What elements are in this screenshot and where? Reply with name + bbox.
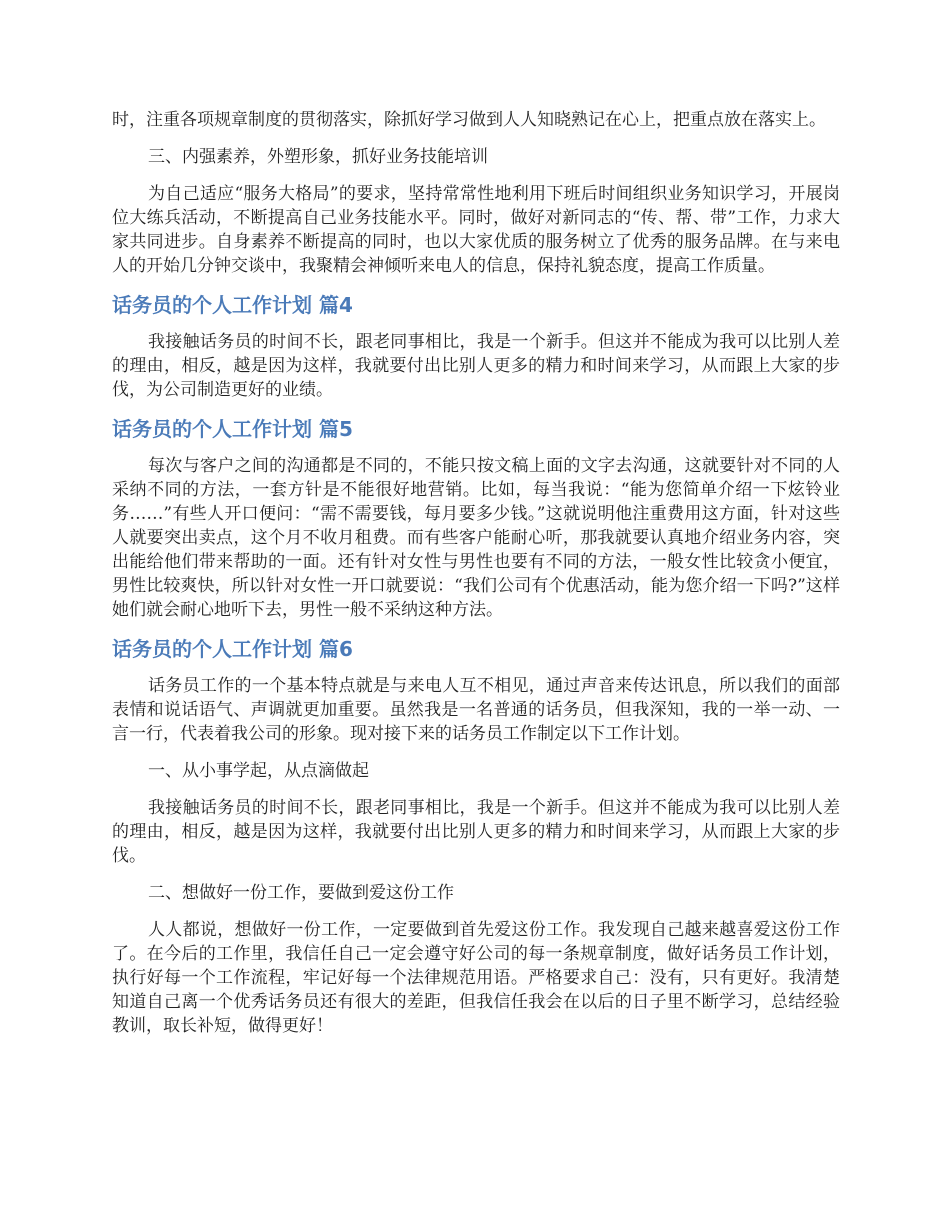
paragraph-continuation: 时，注重各项规章制度的贯彻落实，除抓好学习做到人人知晓熟记在心上，把重点放在落实上。	[112, 110, 826, 130]
section6-paragraph-newcomer: 我接触话务员的时间不长，跟老同事相比，我是一个新手。但这并不能成为我可以比别人差的理由，相反，越是因为这样，我就要付出比别人更多的精力和时间来学习，从而跟上大家的步伐。	[112, 798, 840, 866]
section6-subheading-two: 二、想做好一份工作，要做到爱这份工作	[148, 883, 454, 903]
section6-subheading-one: 一、从小事学起，从点滴做起	[148, 761, 369, 781]
section-heading-6: 话务员的个人工作计划 篇6	[112, 637, 353, 661]
subheading-three: 三、内强素养，外塑形象，抓好业务技能培训	[148, 147, 488, 167]
section6-paragraph-love-work: 人人都说，想做好一份工作，一定要做到首先爱这份工作。我发现自己越来越喜爱这份工作了。在今后的工作里，我信任自己一定会遵守好公司的每一条规章制度，做好话务员工作计划，执行好每一个工作流程，牢记好每一个法律规范用语。严格要求自己：没有，只有更好。我清楚知道自己离一个优秀话务员还有很大的差距，但我信任我会在以后的日子里不断学习，总结经验教训，取长补短，做得更好！	[112, 920, 840, 1036]
section5-paragraph: 每次与客户之间的沟通都是不同的，不能只按文稿上面的文字去沟通，这就要针对不同的人采纳不同的方法，一套方针是不能很好地营销。比如，每当我说：“能为您简单介绍一下炫铃业务……”有些人开口便问：“需不需要钱，每月要多少钱。”这就说明他注重费用这方面，针对这些人就要突出卖点，这个月不收月租费。而有些客户能耐心听，那我就要认真地介绍业务内容，突出能给他们带来帮助的一面。还有针对女性与男性也要有不同的方法，一般女性比较贪小便宜，男性比较爽快，所以针对女性一开口就要说：“我们公司有个优惠活动，能为您介绍一下吗?”这样她们就会耐心地听下去，男性一般不采纳这种方法。	[112, 456, 840, 620]
document-page	[112, 108, 840, 1051]
section4-paragraph: 我接触话务员的时间不长，跟老同事相比，我是一个新手。但这并不能成为我可以比别人差的理由，相反，越是因为这样，我就要付出比别人更多的精力和时间来学习，从而跟上大家的步伐，为公司制造更好的业绩。	[112, 332, 840, 400]
paragraph-service: 为自己适应“服务大格局”的要求，坚持常常性地利用下班后时间组织业务知识学习，开展岗位大练兵活动，不断提高自己业务技能水平。同时，做好对新同志的“传、帮、带”工作，力求大家共同进步。自身素养不断提高的同时，也以大家优质的服务树立了优秀的服务品牌。在与来电人的开始几分钟交谈中，我聚精会神倾听来电人的信息，保持礼貌态度，提高工作质量。	[112, 184, 840, 276]
section-heading-4: 话务员的个人工作计划 篇4	[112, 293, 353, 317]
section6-intro-paragraph: 话务员工作的一个基本特点就是与来电人互不相见，通过声音来传达讯息，所以我们的面部表情和说话语气、声调就更加重要。虽然我是一名普通的话务员，但我深知，我的一举一动、一言一行，代表着我公司的形象。现对接下来的话务员工作制定以下工作计划。	[112, 676, 840, 744]
section-heading-5: 话务员的个人工作计划 篇5	[112, 417, 353, 441]
